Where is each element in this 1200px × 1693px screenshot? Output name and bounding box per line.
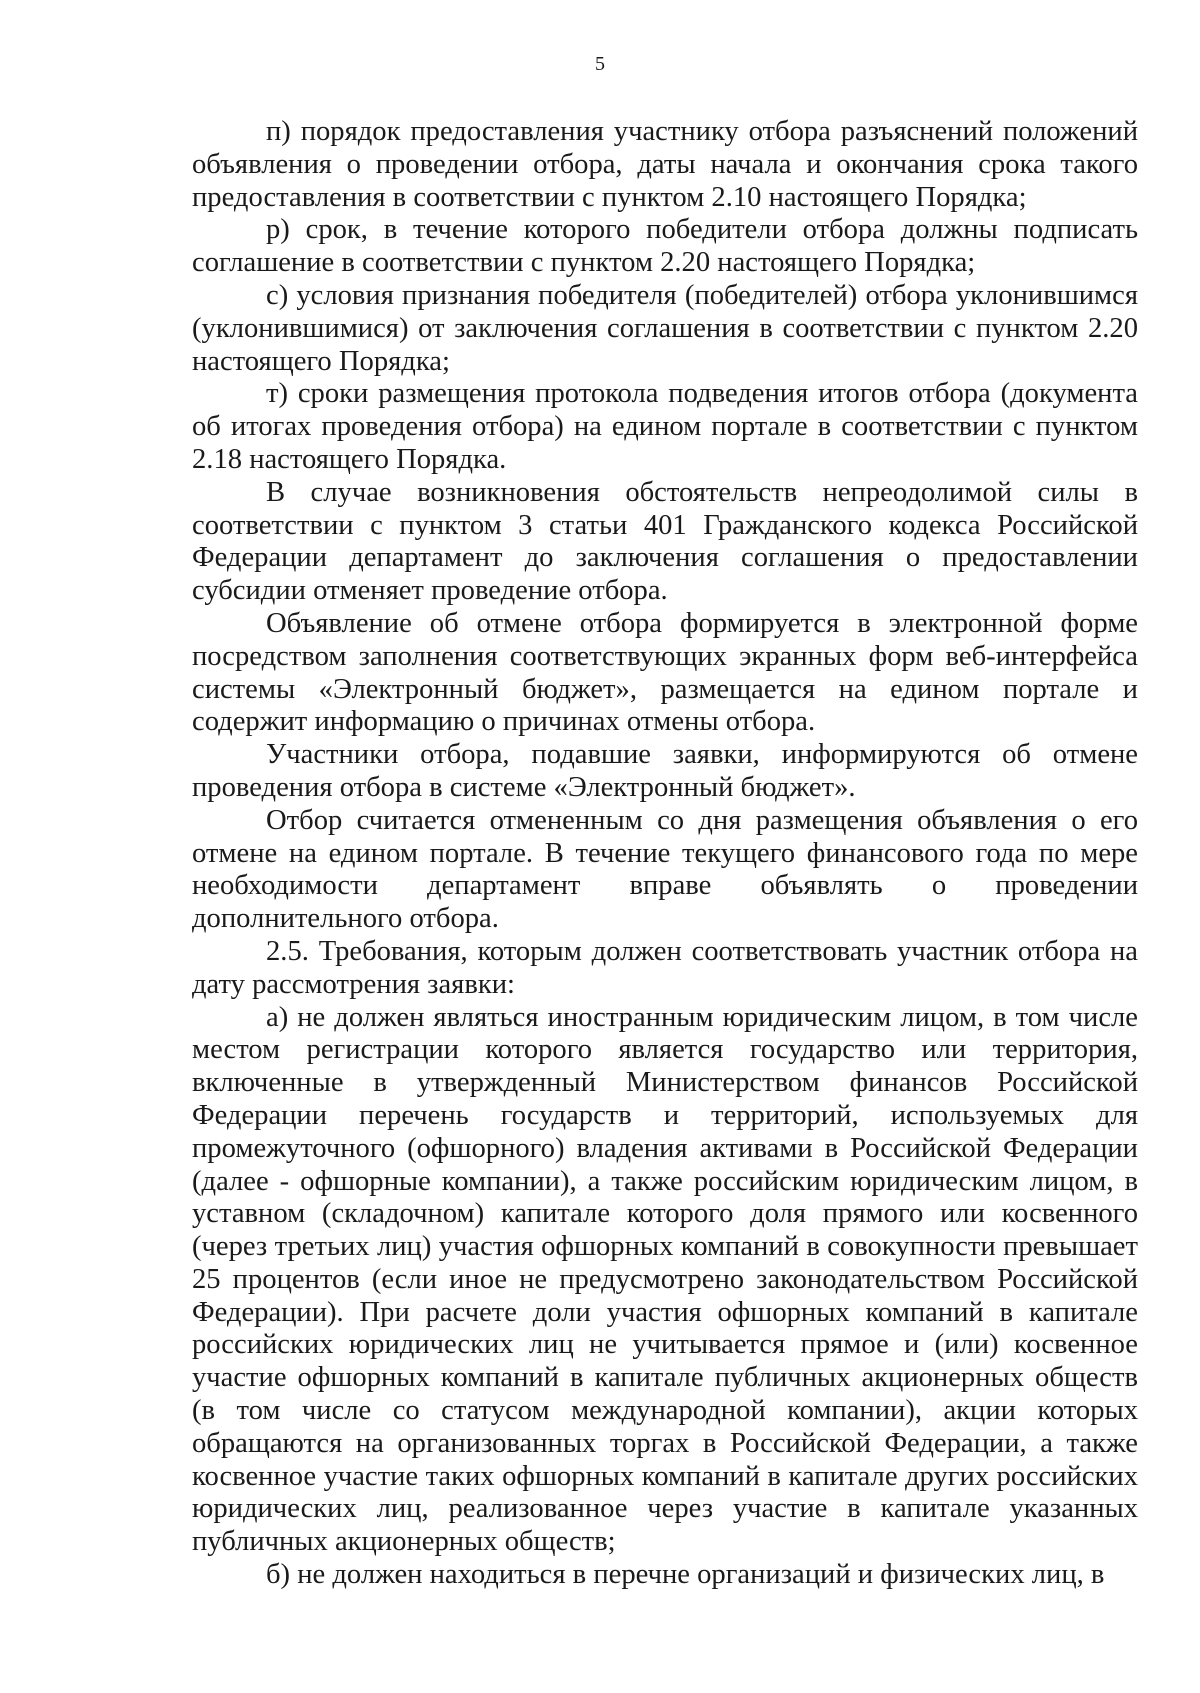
paragraph-section-2-5: 2.5. Требования, которым должен соответствовать участник отбора на дату рассмотрения заявки: (192, 935, 1138, 1000)
paragraph-item-p: п) порядок предоставления участнику отбора разъяснений положений объявления о проведении отбора, даты начала и окончания срока такого предоставления в соответствии с пунктом 2.10 настоящего Порядка; (192, 116, 1138, 213)
page-number: 5 (595, 53, 605, 75)
paragraph-force-majeure: В случае возникновения обстоятельств непреодолимой силы в соответствии с пунктом 3 статьи 401 Гражданского кодекса Российской Федерации департамент до заключения соглашения о предоставлении субсидии отменяет проведение отбора. (192, 476, 1138, 607)
paragraph-item-r: р) срок, в течение которого победители отбора должны подписать соглашение в соответствии с пунктом 2.20 настоящего Порядка; (192, 214, 1138, 279)
paragraph-cancellation-notice: Объявление об отмене отбора формируется в электронной форме посредством заполнения соответствующих экранных форм веб-интерфейса системы «Электронный бюджет», размещается на едином портале и содержит информацию о причинах отмены отбора. (192, 607, 1138, 738)
paragraph-participants-informed: Участники отбора, подавшие заявки, информируются об отмене проведения отбора в системе «Электронный бюджет». (192, 739, 1138, 803)
paragraph-item-t: т) сроки размещения протокола подведения итогов отбора (документа об итогах проведения отбора) на едином портале в соответствии с пунктом 2.18 настоящего Порядка. (192, 378, 1138, 475)
paragraph-requirement-b: б) не должен находиться в перечне организаций и физических лиц, в (266, 1559, 1105, 1591)
paragraph-cancellation-effective: Отбор считается отмененным со дня размещения объявления о его отмене на едином портале. В течение текущего финансового года по мере необходимости департамент вправе объявлять о проведении дополнительного отбора. (192, 804, 1138, 935)
paragraph-item-s: с) условия признания победителя (победителей) отбора уклонившимся (уклонившимися) от заключения соглашения в соответствии с пунктом 2.20 настоящего Порядка; (192, 279, 1138, 377)
paragraph-requirement-a: а) не должен являться иностранным юридическим лицом, в том числе местом регистрации которого является государство или территория, включенные в утвержденный Министерством финансов Российской Федерации перечень государств и территорий, используемых для промежуточного (офшорного) владения активами в Российской Федерации (далее - офшорные компании), а также российским юридическим лицом, в уставном (складочном) капитале которого доля прямого или косвенного (через третьих лиц) участия офшорных компаний в совокупности превышает 25 процентов (если иное не предусмотрено законодательством Российской Федерации). При расчете доли участия офшорных компаний в капитале российских юридических лиц не учитывается прямое и (или) косвенное участие офшорных компаний в капитале публичных акционерных обществ (в том числе со статусом международной компании), акции которых обращаются на организованных торгах в Российской Федерации, а также косвенное участие таких офшорных компаний в капитале других российских юридических лиц, реализованное через участие в капитале указанных публичных акционерных обществ; (192, 1001, 1138, 1558)
document-body (192, 116, 1138, 1592)
